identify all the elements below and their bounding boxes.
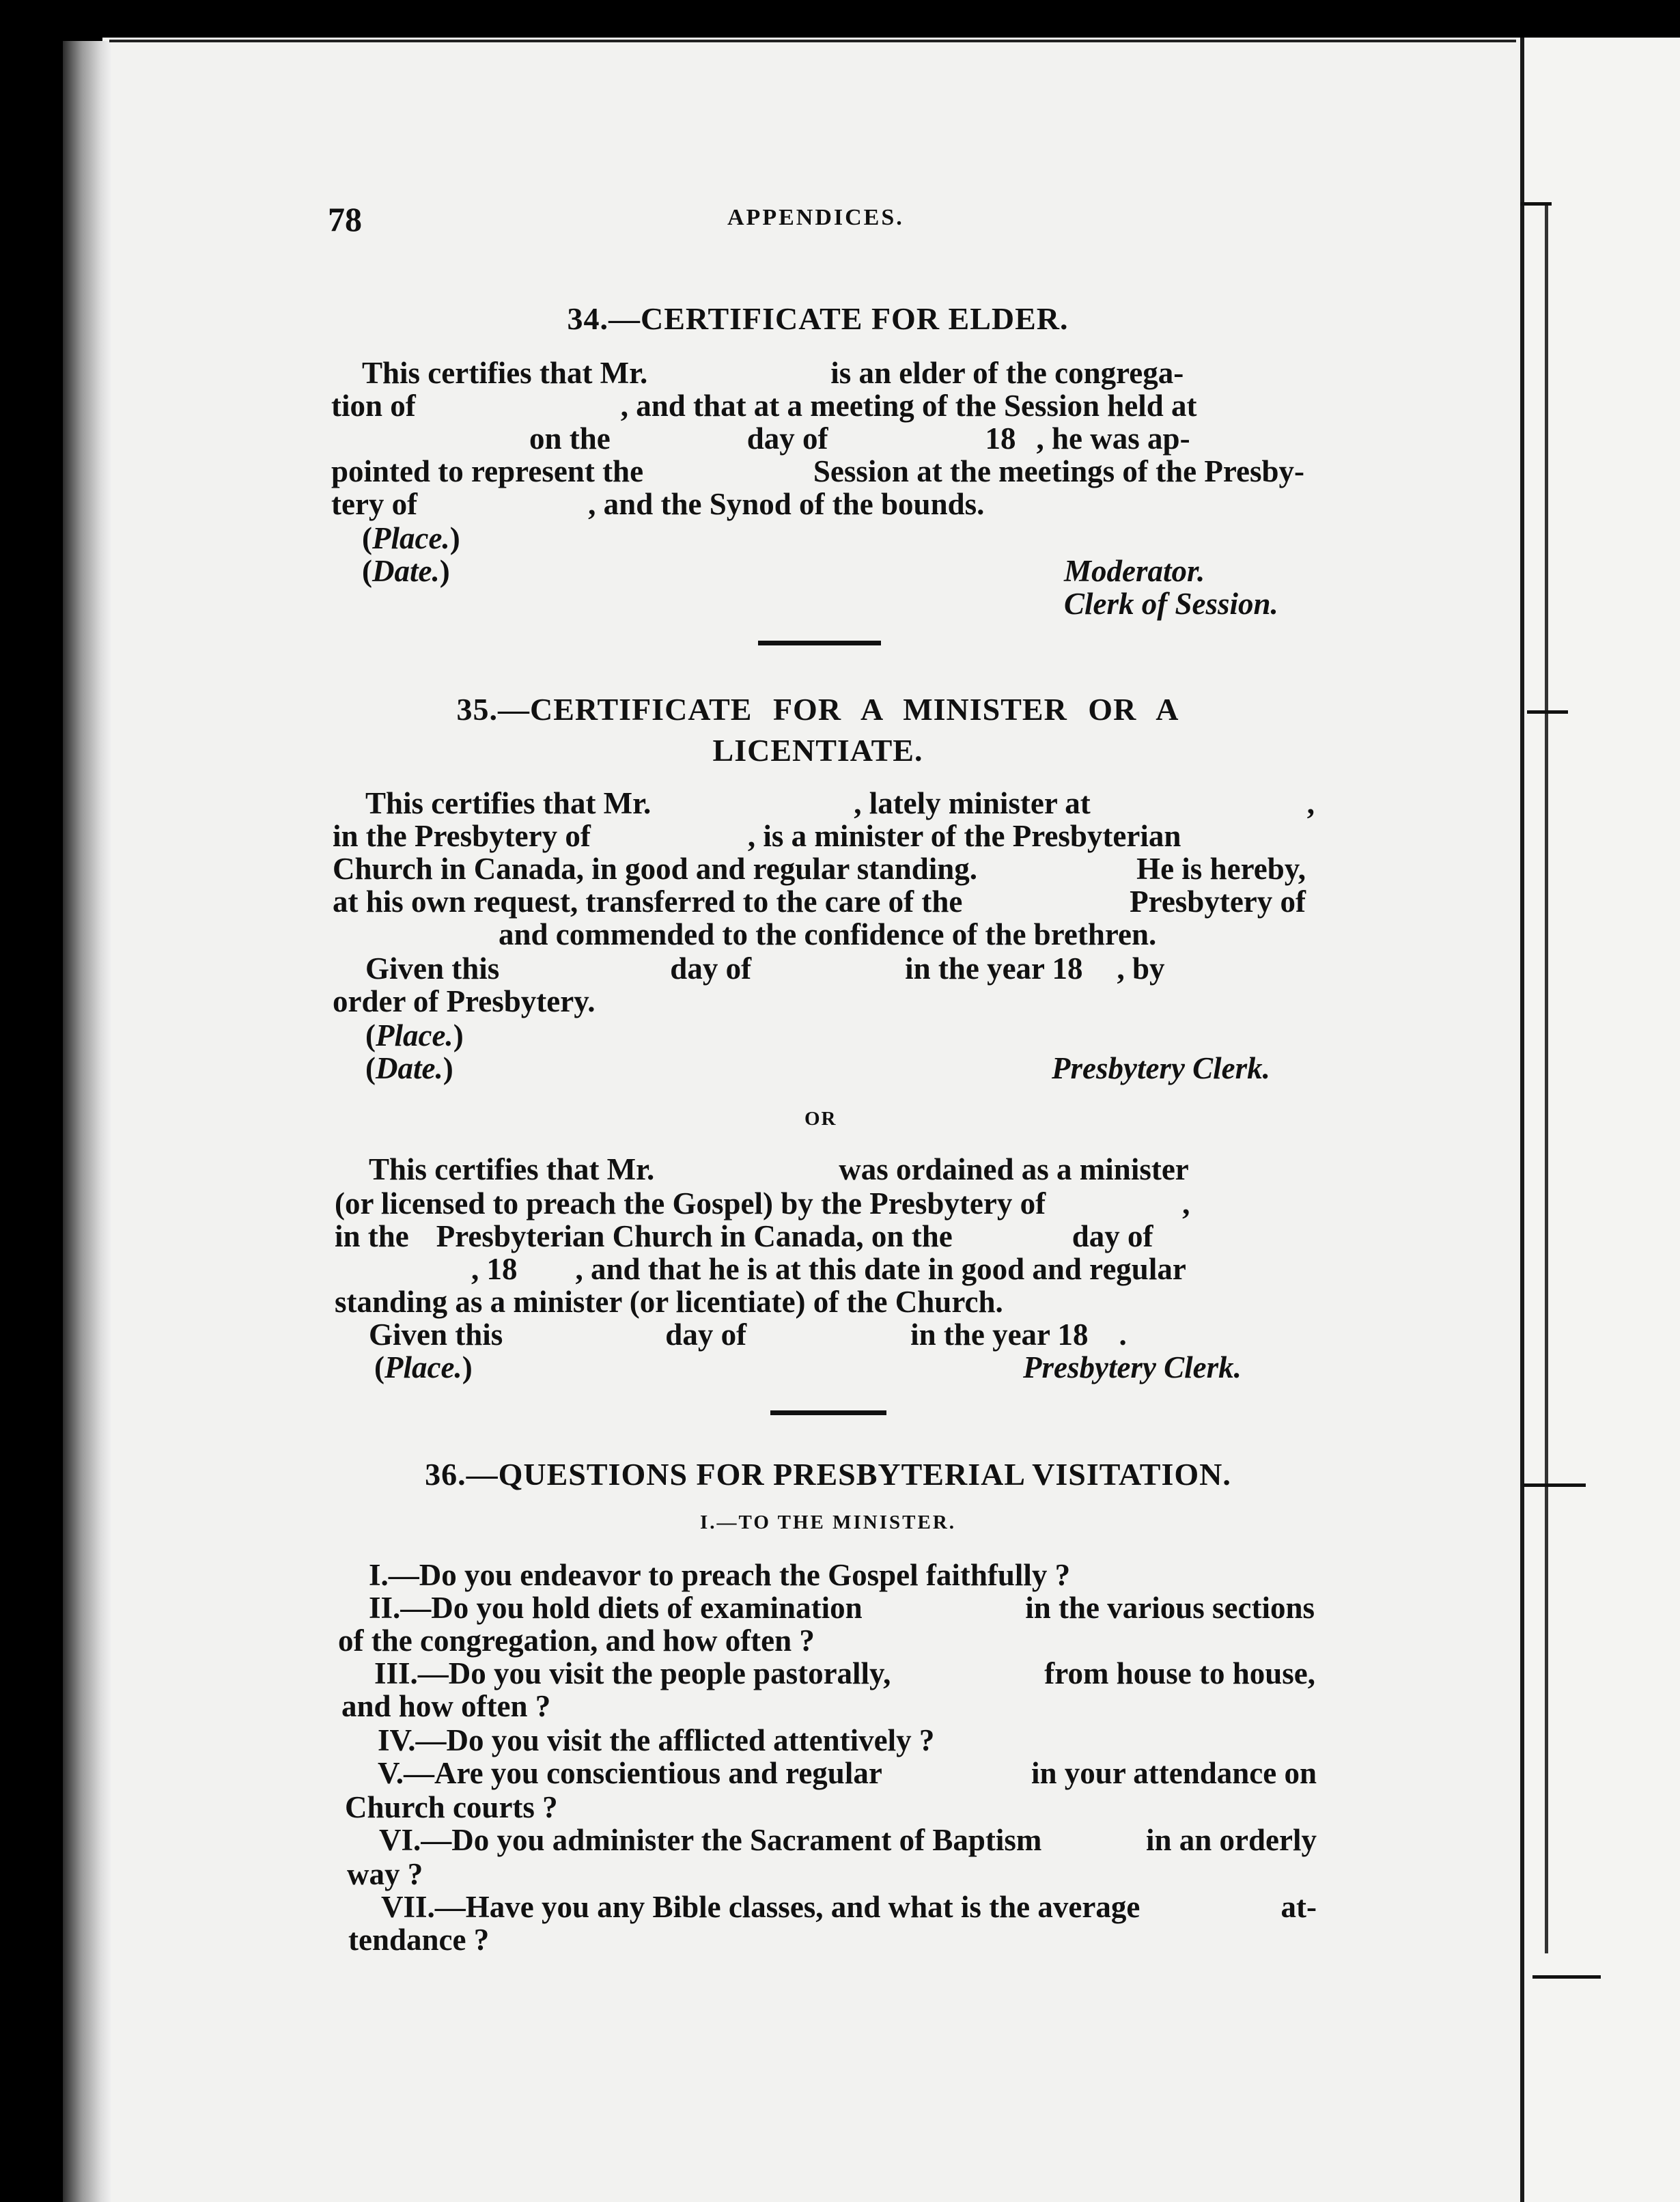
- text-line: tion of , and that at a meeting of the Session held at: [331, 389, 1197, 423]
- place-label: (Place.): [362, 521, 460, 555]
- text-line: standing as a minister (or licentiate) of the Church.: [335, 1285, 1003, 1319]
- section-34-title: 34.—CERTIFICATE FOR ELDER.: [567, 301, 1069, 336]
- question-7-cont: tendance ?: [348, 1923, 490, 1957]
- binding-tick: [1523, 1483, 1586, 1487]
- clerk-of-session-label: Clerk of Session.: [1064, 587, 1278, 621]
- text-line: tery of , and the Synod of the bounds.: [331, 487, 985, 521]
- section-36-subtitle: I.—TO THE MINISTER.: [699, 1511, 957, 1533]
- page-top-edge: [109, 40, 1516, 42]
- text-line: pointed to represent the Session at the meetings of the Presby-: [331, 454, 1304, 488]
- text-line: order of Presbytery.: [333, 984, 596, 1018]
- text-line: in the Presbytery of , is a minister of the Presbyterian: [333, 819, 1181, 853]
- text-line: Given this day of in the year 18 , by: [365, 951, 1165, 986]
- question-2-cont: of the congregation, and how often ?: [338, 1623, 815, 1658]
- section-36-title: 36.—QUESTIONS FOR PRESBYTERIAL VISITATION.: [425, 1457, 1231, 1492]
- binding-tick: [1520, 202, 1552, 206]
- text-line: on the day of 18 , he was ap-: [529, 421, 1190, 456]
- binding-thread: [1545, 205, 1548, 1953]
- text-line: This certifies that Mr. was ordained as a minister: [369, 1152, 1189, 1186]
- question-2: II.—Do you hold diets of examination in the various sections: [369, 1591, 1315, 1625]
- text-line: and commended to the confidence of the brethren.: [499, 917, 1157, 951]
- question-3: III.—Do you visit the people pastorally, from house to house,: [374, 1656, 1315, 1690]
- text-line: Given this day of in the year 18 .: [369, 1318, 1127, 1352]
- section-35-title: 35.—CERTIFICATE FOR A MINISTER OR A: [456, 692, 1179, 727]
- question-5: V.—Are you conscientious and regular in your attendance on: [378, 1756, 1317, 1790]
- question-1: I.—Do you endeavor to preach the Gospel faithfully ?: [369, 1558, 1071, 1592]
- section-divider: [770, 1410, 886, 1415]
- question-3-cont: and how often ?: [341, 1689, 551, 1723]
- page-number: 78: [328, 200, 362, 238]
- text-line: in the Presbyterian Church in Canada, on the day of: [335, 1219, 1153, 1253]
- binding-tick: [1527, 710, 1568, 714]
- question-4: IV.—Do you visit the afflicted attentively ?: [378, 1723, 935, 1757]
- running-title: APPENDICES.: [727, 205, 904, 230]
- text-line: at his own request, transferred to the care of the Presbytery of: [333, 884, 1306, 919]
- moderator-signature-label: Moderator.: [1064, 554, 1205, 588]
- question-6: VI.—Do you administer the Sacrament of Baptism in an orderly: [379, 1823, 1317, 1857]
- section-divider: [758, 641, 881, 645]
- text-line: This certifies that Mr. , lately minister at ,: [365, 786, 1315, 820]
- question-6-cont: way ?: [347, 1857, 423, 1891]
- question-5-cont: Church courts ?: [345, 1790, 558, 1824]
- page-gutter: [63, 41, 111, 2202]
- presbytery-clerk-label: Presbytery Clerk.: [1023, 1350, 1242, 1384]
- binding-tick: [1532, 1975, 1601, 1979]
- place-label: (Place.): [374, 1350, 473, 1384]
- date-label: (Date.): [365, 1051, 453, 1085]
- section-35-title-cont: LICENTIATE.: [712, 733, 923, 768]
- place-label: (Place.): [365, 1018, 464, 1053]
- presbytery-clerk-label: Presbytery Clerk.: [1052, 1051, 1270, 1085]
- text-line: This certifies that Mr. is an elder of the congrega-: [362, 356, 1184, 390]
- text-line: (or licensed to preach the Gospel) by the Presbytery of ,: [335, 1186, 1190, 1221]
- question-7: VII.—Have you any Bible classes, and what is the average at-: [381, 1890, 1317, 1924]
- text-line: , 18 , and that he is at this date in good and regular: [471, 1252, 1186, 1286]
- text-line: Church in Canada, in good and regular standing. He is hereby,: [333, 852, 1306, 886]
- date-label: (Date.): [362, 554, 450, 588]
- or-separator: OR: [804, 1108, 837, 1130]
